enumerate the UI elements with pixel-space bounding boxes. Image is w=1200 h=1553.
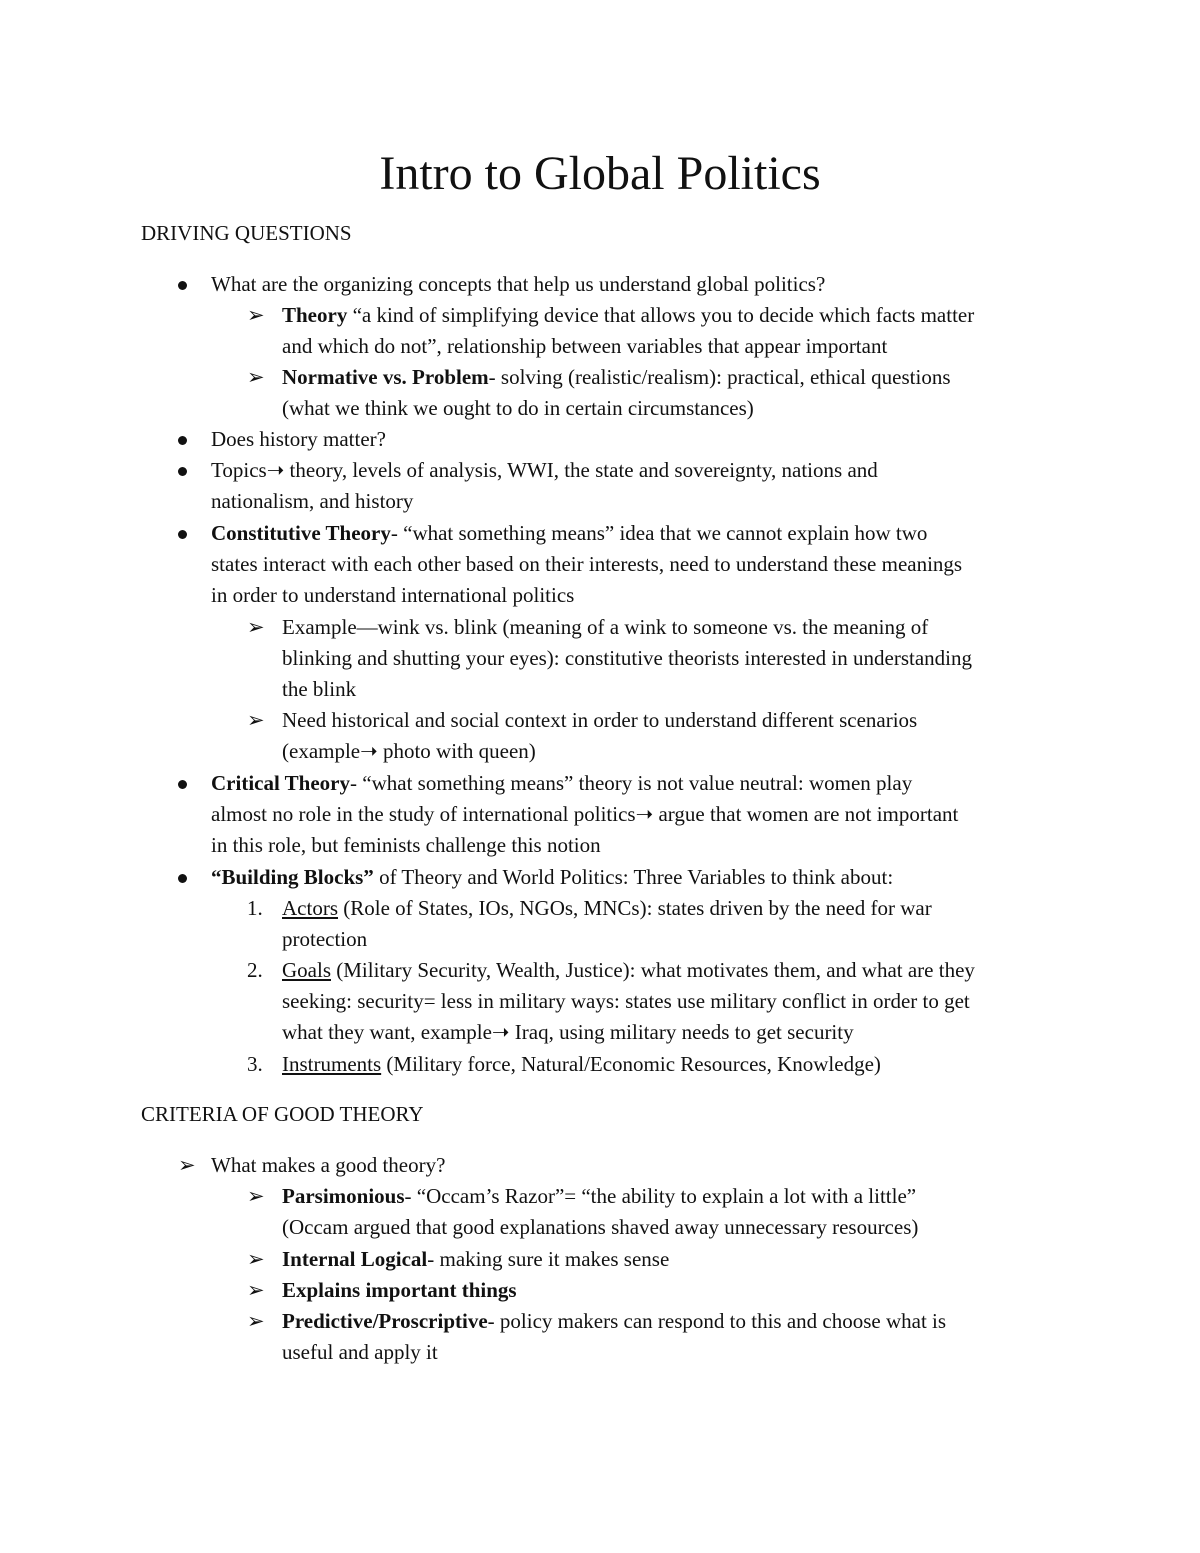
list-item-normative-cont: (what we think we ought to do in certain circumstances) bbox=[282, 396, 754, 420]
arrow-bullet-icon: ➢ bbox=[247, 615, 265, 639]
list-item-history: Does history matter? bbox=[211, 427, 386, 451]
arrow-bullet-icon: ➢ bbox=[247, 1278, 265, 1302]
term-critical-theory: Critical Theory bbox=[211, 771, 351, 795]
list-item-critical-theory: Critical Theory- “what something means” theory is not value neutral: women play bbox=[211, 771, 913, 795]
list-item-critical-cont: in this role, but feminists challenge this notion bbox=[211, 833, 601, 857]
section-heading-driving-questions: DRIVING QUESTIONS bbox=[141, 221, 352, 245]
list-item-explains-important bbox=[282, 1275, 517, 1306]
list-item-instruments: Instruments (Military force, Natural/Economic Resources, Knowledge) bbox=[282, 1052, 881, 1076]
list-item-example-wink: Example—wink vs. blink (meaning of a wink to someone vs. the meaning of bbox=[282, 615, 929, 639]
bullet-icon bbox=[178, 874, 187, 883]
list-item-constitutive-cont: in order to understand international politics bbox=[211, 583, 575, 607]
page-title: Intro to Global Politics bbox=[379, 147, 821, 200]
list-item-organizing-concepts: What are the organizing concepts that help us understand global politics? bbox=[211, 272, 826, 296]
list-item-constitutive-cont: states interact with each other based on their interests, need to understand these meanings bbox=[211, 552, 963, 576]
section-heading-criteria: CRITERIA OF GOOD THEORY bbox=[141, 1102, 424, 1126]
list-item-parsimonious: Parsimonious- “Occam’s Razor”= “the ability to explain a lot with a little” bbox=[282, 1184, 917, 1208]
bullet-icon bbox=[178, 467, 187, 476]
term-instruments: Instruments bbox=[282, 1052, 382, 1076]
term-normative: Normative vs. Problem bbox=[282, 365, 489, 389]
list-number: 2. bbox=[247, 958, 263, 982]
arrow-bullet-icon: ➢ bbox=[247, 1247, 265, 1271]
list-item-good-theory: What makes a good theory? bbox=[211, 1153, 446, 1177]
list-item-goals-cont: what they want, example➝ Iraq, using military needs to get security bbox=[282, 1020, 854, 1044]
list-item-normative: Normative vs. Problem- solving (realistic/realism): practical, ethical questions bbox=[282, 365, 951, 389]
list-item-predictive: Predictive/Proscriptive- policy makers can respond to this and choose what is bbox=[282, 1309, 947, 1333]
list-number: 1. bbox=[247, 896, 263, 920]
bullet-icon bbox=[178, 436, 187, 445]
list-item-building-blocks: “Building Blocks” of Theory and World Politics: Three Variables to think about: bbox=[211, 865, 894, 889]
term-building-blocks: “Building Blocks” bbox=[211, 865, 374, 889]
arrow-bullet-icon: ➢ bbox=[247, 708, 265, 732]
arrow-bullet-icon: ➢ bbox=[247, 303, 265, 327]
arrow-bullet-icon: ➢ bbox=[247, 1184, 265, 1208]
arrow-bullet-icon: ➢ bbox=[178, 1153, 196, 1177]
term-predictive: Predictive/Proscriptive bbox=[282, 1309, 488, 1333]
list-item-internal-logical: Internal Logical- making sure it makes sense bbox=[282, 1247, 670, 1271]
list-item-parsimonious-cont: (Occam argued that good explanations shaved away unnecessary resources) bbox=[282, 1215, 919, 1239]
list-item-historical-context-cont: (example➝ photo with queen) bbox=[282, 739, 536, 763]
list-item-goals: Goals (Military Security, Wealth, Justice): what motivates them, and what are they bbox=[282, 958, 975, 982]
list-item-example-wink-cont: the blink bbox=[282, 677, 357, 701]
list-number: 3. bbox=[247, 1052, 263, 1076]
term-actors: Actors bbox=[282, 896, 338, 920]
list-item-example-wink-cont: blinking and shutting your eyes): constitutive theorists interested in understanding bbox=[282, 646, 972, 670]
list-item-theory: Theory “a kind of simplifying device that allows you to decide which facts matter bbox=[282, 303, 975, 327]
term-internal-logical: Internal Logical bbox=[282, 1247, 428, 1271]
term-parsimonious: Parsimonious bbox=[282, 1184, 405, 1208]
list-item-historical-context: Need historical and social context in order to understand different scenarios bbox=[282, 708, 918, 732]
list-item-topics-cont: nationalism, and history bbox=[211, 489, 414, 513]
term-goals: Goals bbox=[282, 958, 331, 982]
list-item-predictive-cont: useful and apply it bbox=[282, 1340, 438, 1364]
list-item-theory-cont: and which do not”, relationship between variables that appear important bbox=[282, 334, 888, 358]
list-item-constitutive-theory: Constitutive Theory- “what something means” idea that we cannot explain how two bbox=[211, 521, 928, 545]
list-item-topics: Topics➝ theory, levels of analysis, WWI, the state and sovereignty, nations and bbox=[211, 458, 878, 482]
arrow-bullet-icon: ➢ bbox=[247, 1309, 265, 1333]
term-theory: Theory bbox=[282, 303, 348, 327]
bullet-icon bbox=[178, 780, 187, 789]
arrow-bullet-icon: ➢ bbox=[247, 365, 265, 389]
list-item-actors: Actors (Role of States, IOs, NGOs, MNCs): states driven by the need for war bbox=[282, 896, 932, 920]
term-constitutive-theory: Constitutive Theory bbox=[211, 521, 391, 545]
list-item-actors-cont: protection bbox=[282, 927, 368, 951]
term-explains-important: Explains important things bbox=[282, 1278, 517, 1302]
list-item-goals-cont: seeking: security= less in military ways: states use military conflict in order to get bbox=[282, 989, 970, 1013]
bullet-icon bbox=[178, 281, 187, 290]
list-item-critical-cont: almost no role in the study of international politics➝ argue that women are not important bbox=[211, 802, 959, 826]
bullet-icon bbox=[178, 530, 187, 539]
